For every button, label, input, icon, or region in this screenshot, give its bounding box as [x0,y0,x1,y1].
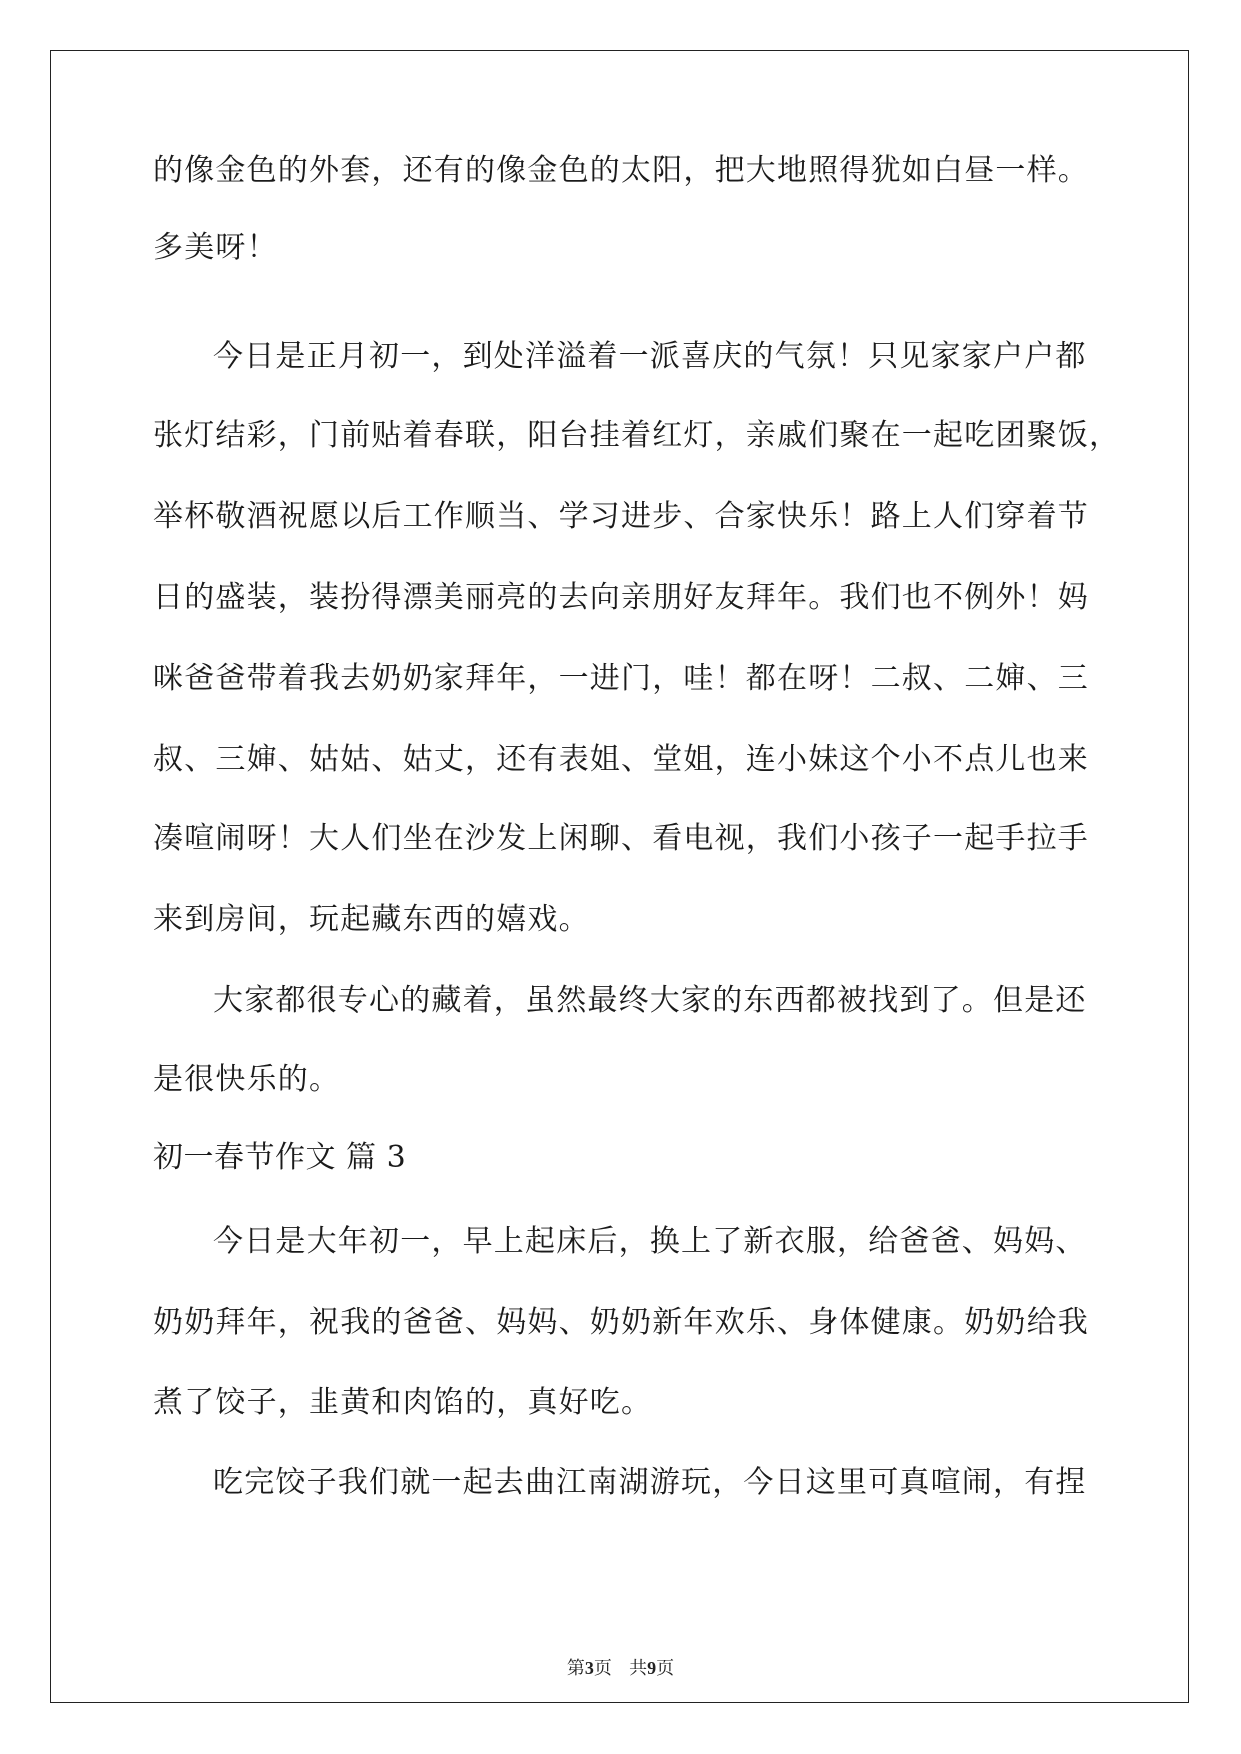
text-line: 煮了饺子，韭黄和肉馅的，真好吃。 [153,1385,653,1420]
text-line: 举杯敬酒祝愿以后工作顺当、学习进步、合家快乐！路上人们穿着节 [153,499,1089,534]
total-suffix: 页 [656,1658,675,1679]
page-current: 3 [584,1658,594,1678]
total-pages: 9 [647,1658,657,1678]
paragraph-start: 大家都很专心的藏着，虽然最终大家的东西都被找到了。但是还 [213,983,1087,1018]
text-line: 奶奶拜年，祝我的爸爸、妈妈、奶奶新年欢乐、身体健康。奶奶给我 [153,1305,1089,1340]
page-footer [0,1656,1241,1681]
text-line: 是很快乐的。 [153,1062,341,1097]
text-line: 咪爸爸带着我去奶奶家拜年，一进门，哇！都在呀！二叔、二婶、三 [153,661,1089,696]
paragraph-start: 今日是正月初一，到处洋溢着一派喜庆的气氛！只见家家户户都 [213,339,1087,374]
text-line: 凑喧闹呀！大人们坐在沙发上闲聊、看电视，我们小孩子一起手拉手 [153,821,1089,856]
text-line: 张灯结彩，门前贴着春联，阳台挂着红灯，亲戚们聚在一起吃团聚饭， [153,418,1121,453]
text-line: 日的盛装，装扮得漂美丽亮的去向亲朋好友拜年。我们也不例外！妈 [153,580,1089,615]
page-prefix: 第 [566,1658,585,1679]
text-line: 来到房间，玩起藏东西的嬉戏。 [153,902,590,937]
text-line: 叔、三婶、姑姑、姑丈，还有表姐、堂姐，连小妹这个小不点儿也来 [153,742,1089,777]
section-heading: 初一春节作文 篇 3 [153,1140,407,1175]
paragraph-start: 吃完饺子我们就一起去曲江南湖游玩，今日这里可真喧闹，有捏 [213,1465,1087,1500]
page-suffix: 页 [593,1658,612,1679]
text-line: 的像金色的外套，还有的像金色的太阳，把大地照得犹如白昼一样。 [153,153,1089,188]
page-border [50,50,1189,1703]
paragraph-start: 今日是大年初一，早上起床后，换上了新衣服，给爸爸、妈妈、 [213,1224,1087,1259]
total-prefix: 共 [629,1658,648,1679]
text-line: 多美呀！ [153,230,278,265]
